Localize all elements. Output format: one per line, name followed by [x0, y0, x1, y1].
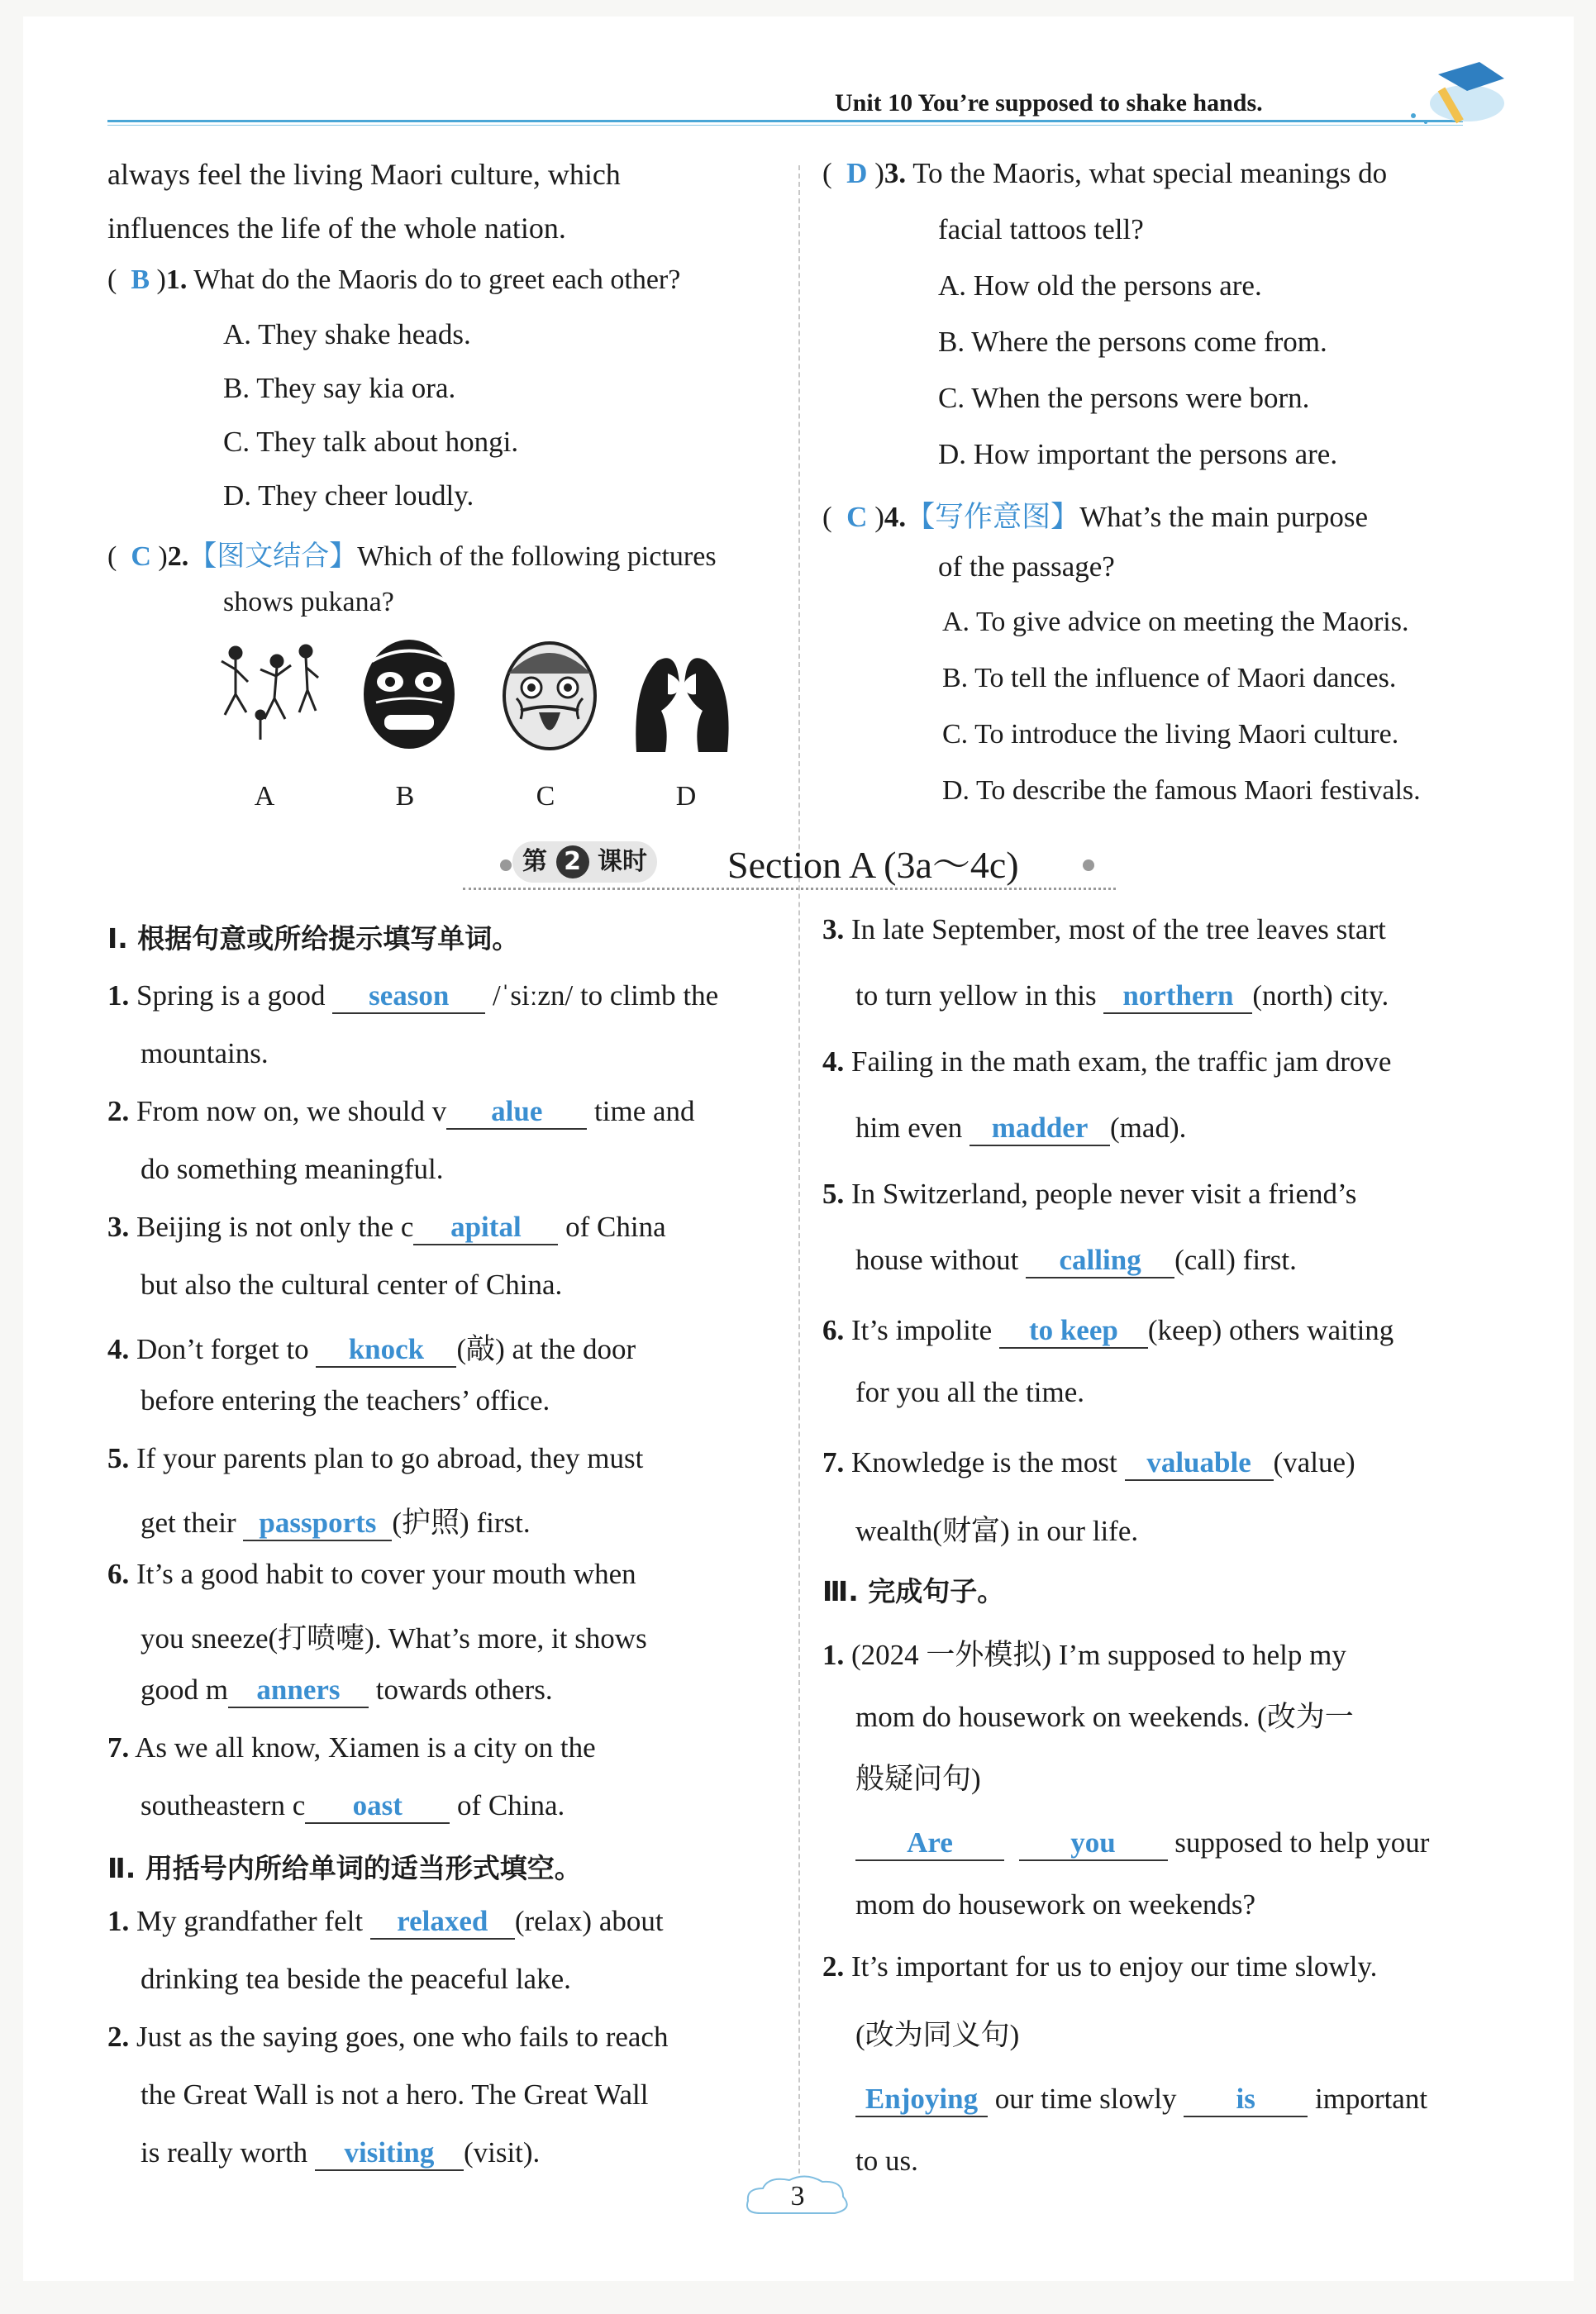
part1-item-4-cont: before entering the teachers’ office. [141, 1384, 550, 1416]
question-2-text-line2: shows pukana? [223, 587, 394, 617]
unit-header-title: Unit 10 You’re supposed to shake hands. [835, 89, 1263, 117]
part2-item-2-mid: the Great Wall is not a hero. The Great Wall [141, 2078, 649, 2111]
question-4-text: What’s the main purpose [1079, 501, 1369, 533]
header-rule-thin [107, 125, 1463, 126]
answer-1: B [131, 264, 150, 295]
section-title: Section A (3a～4c) [727, 844, 1019, 886]
part2-item-6-cont: for you all the time. [855, 1376, 1085, 1408]
part1-item-1-cont: mountains. [141, 1037, 269, 1069]
question-3-text: To the Maoris, what special meanings do [912, 157, 1388, 189]
part2-item-1: 1. My grandfather felt relaxed (relax) about [107, 1905, 664, 1940]
lesson-badge [512, 841, 657, 883]
q4-option-b: B. To tell the influence of Maori dances. [942, 663, 1397, 693]
blank-2-1[interactable]: relaxed [370, 1905, 515, 1940]
part2-item-7: 7. Knowledge is the most valuable (value) [822, 1446, 1355, 1481]
part3-item-2-cont: to us. [855, 2145, 918, 2177]
blank-2-3[interactable]: northern [1103, 979, 1252, 1014]
blank-1-2[interactable]: alue [446, 1095, 587, 1130]
part1-item-7: 7. As we all know, Xiamen is a city on the [107, 1731, 596, 1764]
q4-option-c: C. To introduce the living Maori culture. [942, 719, 1399, 750]
part2-item-4-cont: him even madder (mad). [855, 1112, 1186, 1146]
part1-item-7-cont: southeastern c oast of China. [141, 1789, 565, 1824]
lesson-badge-number: 2 [556, 845, 589, 878]
picture-label-b: B [395, 781, 415, 812]
part1-item-6-mid: you sneeze(打喷嚏). What’s more, it shows [141, 1622, 647, 1655]
blank-3-2b[interactable]: is [1184, 2083, 1308, 2117]
lesson-badge-suffix: 课时 [597, 847, 647, 876]
part3-item-1-mid: mom do housework on weekends. (改为一 [855, 1701, 1354, 1733]
q1-option-a: A. They shake heads. [223, 318, 471, 350]
part3-item-1-cont: mom do housework on weekends? [855, 1888, 1256, 1921]
answer-3: D [846, 157, 868, 189]
header-rule [107, 120, 1463, 122]
blank-1-3[interactable]: apital [413, 1211, 558, 1245]
page-number: 3 [790, 2181, 805, 2212]
dancers-picture [215, 636, 322, 752]
picture-label-d: D [675, 781, 697, 812]
blank-1-4[interactable]: knock [316, 1333, 456, 1368]
reading-intro-line1: always feel the living Maori culture, which [107, 158, 621, 191]
part2-item-3: 3. In late September, most of the tree leaves start [822, 913, 1386, 945]
question-4-text-line2: of the passage? [938, 550, 1115, 583]
part1-item-5: 5. If your parents plan to go abroad, they must [107, 1442, 644, 1474]
q1-option-c: C. They talk about hongi. [223, 426, 519, 458]
part1-item-1: 1. Spring is a good season /ˈsiːzn/ to climb the [107, 979, 718, 1014]
q4-option-d: D. To describe the famous Maori festivals. [942, 775, 1421, 806]
blank-2-6[interactable]: to keep [999, 1314, 1148, 1349]
part2-item-7-cont: wealth(财富) in our life. [855, 1515, 1139, 1547]
part3-item-2: 2. It’s important for us to enjoy our time slowly. [822, 1950, 1378, 1983]
part2-heading: Ⅱ. 用括号内所给单词的适当形式填空。 [107, 1852, 582, 1884]
blank-1-7[interactable]: oast [305, 1789, 450, 1824]
part2-item-3-cont: to turn yellow in this northern (north) city. [855, 979, 1389, 1014]
blank-3-2a[interactable]: Enjoying [855, 2083, 988, 2117]
q3-option-d: D. How important the persons are. [938, 438, 1338, 470]
column-divider [798, 165, 800, 2190]
part2-item-2: 2. Just as the saying goes, one who fails to reach [107, 2021, 669, 2053]
graduation-pencil-icon [1389, 58, 1513, 132]
q1-option-d: D. They cheer loudly. [223, 479, 474, 512]
hongi-picture [628, 636, 736, 752]
blank-1-6[interactable]: anners [228, 1674, 369, 1708]
picture-label-c: C [536, 781, 555, 812]
question-1-text: What do the Maoris do to greet each other? [193, 264, 681, 295]
bullet-dot-right [1083, 859, 1094, 871]
reading-intro-line2: influences the life of the whole nation. [107, 212, 566, 245]
part1-item-3: 3. Beijing is not only the c apital of China [107, 1211, 666, 1245]
question-3: ( D )3. To the Maoris, what special meanings do [822, 157, 1388, 189]
tongue-face-picture [496, 636, 603, 752]
q3-option-b: B. Where the persons come from. [938, 326, 1327, 358]
part2-item-5-cont: house without calling (call) first. [855, 1244, 1297, 1278]
part2-item-5: 5. In Switzerland, people never visit a friend’s [822, 1178, 1357, 1210]
part1-heading: Ⅰ. 根据句意或所给提示填写单词。 [107, 922, 520, 955]
bullet-dot-left [500, 859, 512, 871]
part3-item-1-mid2: 般疑问句) [855, 1763, 981, 1795]
blank-1-5[interactable]: passports [243, 1507, 392, 1541]
q3-option-a: A. How old the persons are. [938, 269, 1262, 302]
answer-2: C [131, 541, 151, 572]
picture-label-a: A [254, 781, 275, 812]
q1-option-b: B. They say kia ora. [223, 372, 456, 404]
question-1: ( B )1. What do the Maoris do to greet each other? [107, 264, 681, 295]
part3-item-1: 1. (2024 一外模拟) I’m supposed to help my [822, 1639, 1346, 1671]
part3-item-1-answer-line: Are you supposed to help your [855, 1826, 1429, 1861]
blank-2-4[interactable]: madder [970, 1112, 1110, 1146]
part1-item-6-cont: good m anners towards others. [141, 1674, 553, 1708]
part2-item-1-cont: drinking tea beside the peaceful lake. [141, 1963, 571, 1995]
blank-3-1a[interactable]: Are [855, 1826, 1004, 1861]
question-2: ( C )2.【图文结合】Which of the following pictures [107, 541, 717, 572]
carved-mask-picture [355, 636, 463, 752]
blank-3-1b[interactable]: you [1019, 1826, 1168, 1861]
part1-item-5-cont: get their passports (护照) first. [141, 1500, 531, 1541]
answer-4: C [846, 501, 868, 533]
section-dotted-rule [463, 888, 1116, 890]
part1-item-2: 2. From now on, we should v alue time and [107, 1095, 695, 1130]
part2-item-4: 4. Failing in the math exam, the traffic jam drove [822, 1045, 1392, 1078]
part1-item-3-cont: but also the cultural center of China. [141, 1269, 563, 1301]
part3-item-2-answer-line: Enjoying our time slowly is important [855, 2083, 1427, 2117]
blank-2-2[interactable]: visiting [315, 2136, 464, 2171]
q3-option-c: C. When the persons were born. [938, 382, 1310, 414]
picture-options [215, 636, 777, 812]
q4-option-a: A. To give advice on meeting the Maoris. [942, 607, 1409, 637]
part1-item-2-cont: do something meaningful. [141, 1153, 444, 1185]
tag-picture-text: 【图文结合】 [188, 541, 358, 572]
blank-2-5[interactable]: calling [1026, 1244, 1174, 1278]
question-3-text-line2: facial tattoos tell? [938, 213, 1144, 245]
part3-item-2-mid: (改为同义句) [855, 2019, 1020, 2051]
part2-item-6: 6. It’s impolite to keep (keep) others waiting [822, 1314, 1394, 1349]
part2-item-2-cont: is really worth visiting (visit). [141, 2136, 540, 2171]
question-2-text: Which of the following pictures [357, 541, 717, 572]
part1-item-6: 6. It’s a good habit to cover your mouth when [107, 1558, 636, 1590]
blank-2-7[interactable]: valuable [1125, 1446, 1274, 1481]
tag-writing-purpose: 【写作意图】 [906, 501, 1080, 533]
part3-heading: Ⅲ. 完成句子。 [822, 1575, 1005, 1607]
question-4: ( C )4.【写作意图】What’s the main purpose [822, 501, 1369, 533]
lesson-badge-prefix: 第 [522, 847, 548, 876]
part1-item-4: 4. Don’t forget to knock (敲) at the door [107, 1326, 636, 1368]
blank-1-1[interactable]: season [332, 979, 485, 1014]
lesson-section-bar [463, 835, 1116, 893]
